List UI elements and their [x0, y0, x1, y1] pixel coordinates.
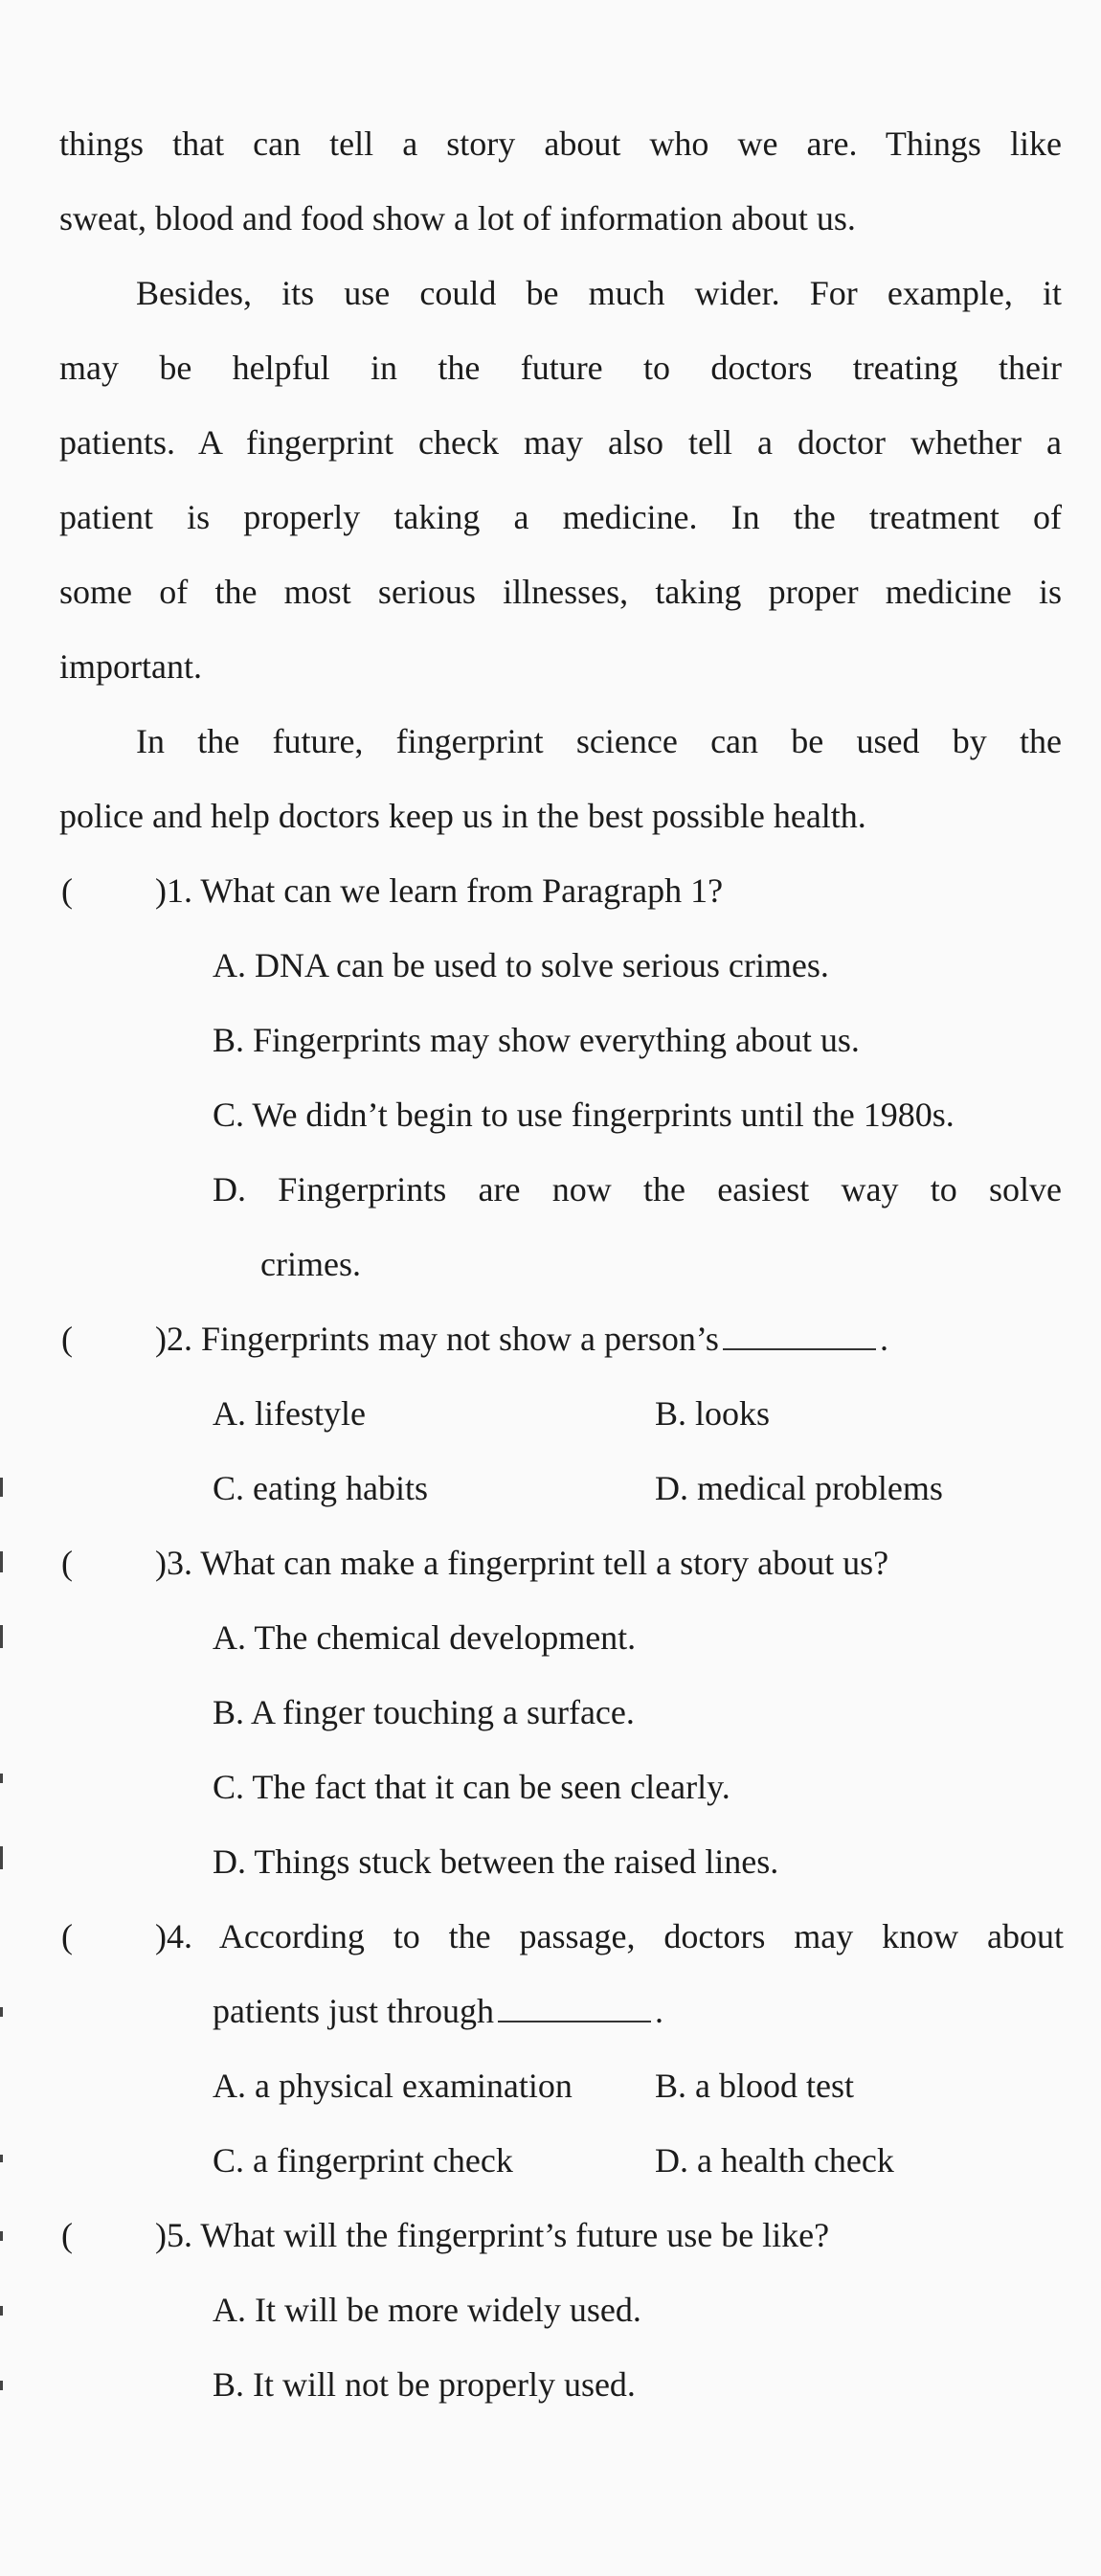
passage-line: In the future, fingerprint science can be used by the	[136, 722, 1062, 760]
question-5-option-b: B. It will not be properly used.	[213, 2365, 636, 2404]
passage-line: important.	[59, 647, 202, 686]
answer-paren[interactable]: (	[61, 2216, 73, 2254]
question-1-option-a: A. DNA can be used to solve serious crimes.	[213, 946, 829, 984]
question-4-option-a: A. a physical examination	[213, 2067, 573, 2105]
question-1-stem: )1. What can we learn from Paragraph 1?	[155, 871, 724, 910]
question-3-option-d: D. Things stuck between the raised lines.	[213, 1842, 779, 1881]
question-2-option-a: A. lifestyle	[213, 1394, 366, 1433]
passage-line: patient is properly taking a medicine. In the treatment of	[59, 498, 1062, 536]
question-3-stem: )3. What can make a fingerprint tell a story about us?	[155, 1544, 889, 1582]
page-edge-mark	[0, 1774, 3, 1783]
answer-paren[interactable]: (	[61, 1917, 73, 1955]
answer-paren[interactable]: (	[61, 1544, 73, 1582]
question-4-stem-cont: patients just through	[213, 1992, 494, 2030]
answer-paren[interactable]: (	[61, 1320, 73, 1358]
passage-line: patients. A fingerprint check may also tell a doctor whether a	[59, 423, 1062, 462]
answer-blank[interactable]	[498, 1994, 651, 2022]
question-2-option-b: B. looks	[655, 1394, 771, 1433]
answer-blank[interactable]	[723, 1322, 876, 1350]
page-edge-mark	[0, 1478, 3, 1497]
passage-line: things that can tell a story about who we are. Things like	[59, 124, 1062, 163]
page-edge-mark	[0, 2306, 3, 2316]
question-2-stem: )2. Fingerprints may not show a person’s	[155, 1320, 719, 1358]
page-edge-mark	[0, 2155, 3, 2162]
question-3-option-c: C. The fact that it can be seen clearly.	[213, 1768, 730, 1806]
question-2-option-c: C. eating habits	[213, 1469, 428, 1507]
question-1-option-c: C. We didn’t begin to use fingerprints until the 1980s.	[213, 1096, 955, 1134]
page-edge-mark	[0, 2007, 3, 2017]
question-4-option-c: C. a fingerprint check	[213, 2141, 513, 2180]
question-2-option-d: D. medical problems	[655, 1469, 943, 1507]
passage-line: may be helpful in the future to doctors treating their	[59, 349, 1062, 387]
passage-line: some of the most serious illnesses, taking proper medicine is	[59, 573, 1062, 611]
passage-line: sweat, blood and food show a lot of information about us.	[59, 199, 856, 237]
question-1-option-d-cont: crimes.	[260, 1245, 361, 1283]
page-edge-mark	[0, 1551, 3, 1572]
question-3-option-a: A. The chemical development.	[213, 1618, 637, 1657]
question-2-stem-end: .	[879, 1320, 888, 1358]
page-edge-mark	[0, 1625, 3, 1648]
question-4-stem: )4. According to the passage, doctors may know about	[155, 1917, 1064, 1955]
question-1-option-b: B. Fingerprints may show everything about us.	[213, 1021, 860, 1059]
page-edge-mark	[0, 2231, 3, 2241]
question-4-option-d: D. a health check	[655, 2141, 894, 2180]
page-edge-mark	[0, 2381, 3, 2390]
question-5-option-a: A. It will be more widely used.	[213, 2291, 641, 2329]
question-4-stem-end: .	[654, 1992, 663, 2030]
question-2-stem-line	[155, 1318, 888, 1360]
question-4-option-b: B. a blood test	[655, 2067, 854, 2105]
question-5-stem: )5. What will the fingerprint’s future use be like?	[155, 2216, 830, 2254]
question-1-option-d: D. Fingerprints are now the easiest way to solve	[213, 1170, 1062, 1209]
passage-line: Besides, its use could be much wider. For example, it	[136, 274, 1062, 312]
page-edge-mark	[0, 1846, 3, 1869]
question-4-stem-line-2	[213, 1990, 663, 2032]
passage-line: police and help doctors keep us in the best possible health.	[59, 797, 866, 835]
answer-paren[interactable]: (	[61, 871, 73, 910]
question-3-option-b: B. A finger touching a surface.	[213, 1693, 635, 1731]
